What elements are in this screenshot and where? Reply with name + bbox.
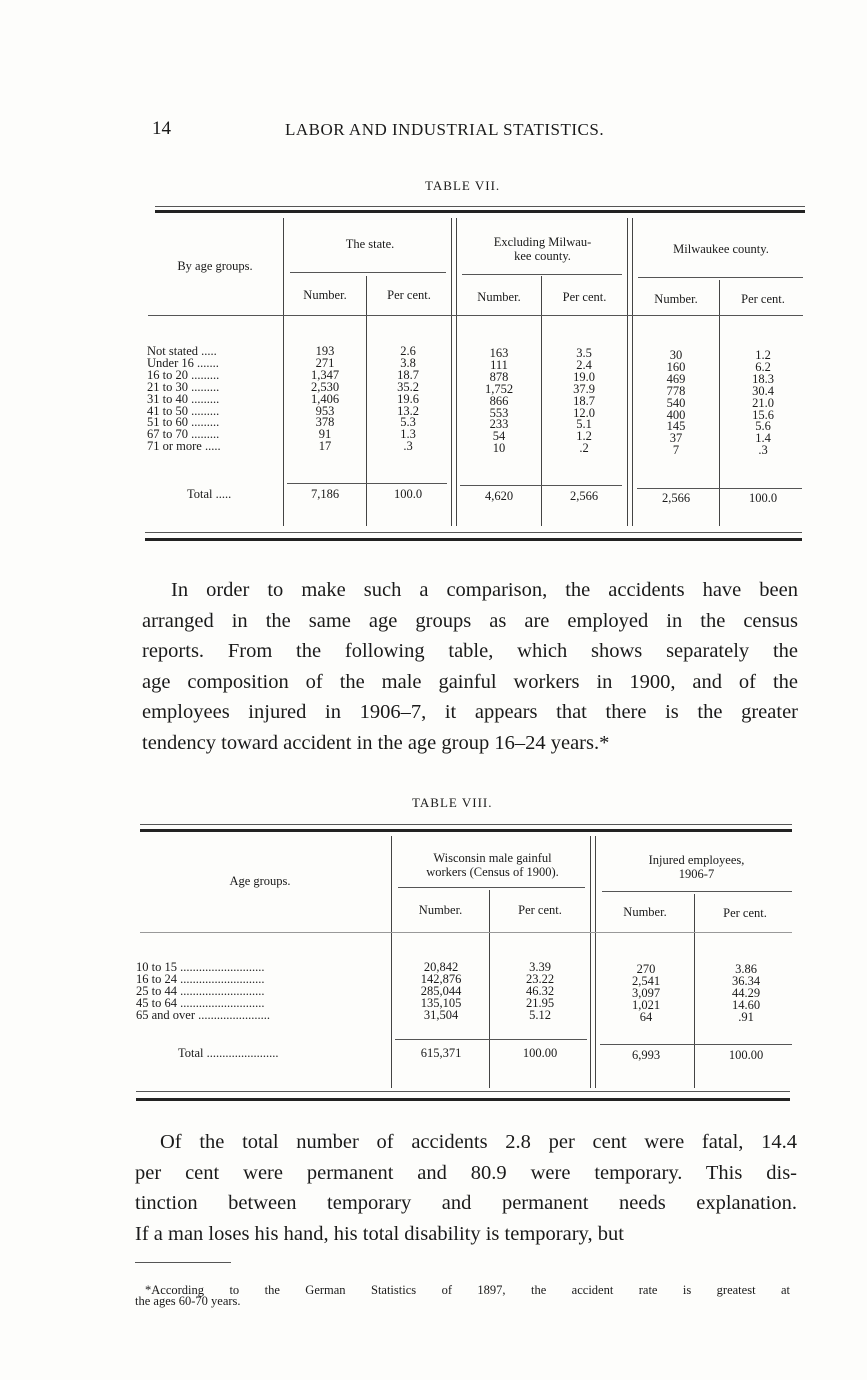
page-number: 14 <box>152 118 171 139</box>
text-line: reports. From the following table, which shows separately the <box>142 640 798 662</box>
column-divider <box>283 218 284 526</box>
group-header: Milwaukee county. <box>673 242 769 256</box>
value-column <box>290 346 360 453</box>
table-cell: 13.2 <box>397 403 419 418</box>
table-cell: 30.4 <box>752 383 774 398</box>
group-header: Injured employees, 1906-7 <box>648 853 745 881</box>
table-cell: 3,097 <box>631 985 661 1000</box>
table-cell: 271 <box>315 355 335 370</box>
table-bottom-rule <box>145 532 802 533</box>
value-column <box>460 348 538 455</box>
age-group-column <box>147 346 277 453</box>
header-rule <box>148 315 803 316</box>
total-value: 4,620 <box>484 489 514 503</box>
table-cell: 21.95 <box>525 995 555 1010</box>
table-cell: 6.2 <box>755 359 771 374</box>
table-bottom-rule <box>136 1091 790 1092</box>
column-divider <box>632 218 633 526</box>
total-value: 2,566 <box>569 489 599 503</box>
table-cell: 91 <box>318 427 332 442</box>
total-label: Total ....................... <box>178 1046 279 1060</box>
table-cell: 25 to 44 ........................... <box>136 983 265 998</box>
total-rule <box>395 1039 587 1040</box>
subhead: Per cent. <box>723 906 767 920</box>
table-vii-caption: TABLE VII. <box>425 178 501 193</box>
table-cell: 5.6 <box>755 419 771 434</box>
table-cell: 142,876 <box>420 971 462 986</box>
table-cell: 16 to 20 ......... <box>147 367 220 382</box>
table-cell: 193 <box>315 344 335 358</box>
text-line: tinction between temporary and permanent needs explanation. <box>135 1192 797 1214</box>
subhead: Number. <box>303 288 347 302</box>
table-cell: 2,541 <box>631 973 661 988</box>
table-cell: 285,044 <box>420 983 462 998</box>
header-rule <box>140 932 792 933</box>
table-cell: .91 <box>738 1009 754 1024</box>
table-cell: .3 <box>758 443 768 458</box>
age-group-column <box>136 962 391 1022</box>
table-cell: 5.1 <box>576 417 592 432</box>
subhead: Per cent. <box>562 290 607 304</box>
table-cell: 1.3 <box>400 427 416 442</box>
table-cell: 160 <box>666 359 686 374</box>
table-bottom-rule <box>145 538 802 541</box>
table-cell: 3.5 <box>576 346 592 360</box>
subhead: Per cent. <box>387 288 431 302</box>
table-cell: 553 <box>489 405 509 420</box>
table-cell: 18.3 <box>752 371 774 386</box>
table-cell: 12.0 <box>573 405 595 420</box>
table-cell: 65 and over ....................... <box>136 1007 271 1022</box>
table-cell: 2.6 <box>400 344 416 358</box>
table-cell: 18.7 <box>397 367 419 382</box>
table-cell: 400 <box>666 407 686 422</box>
column-divider <box>590 836 591 1088</box>
total-value: 2,566 <box>661 491 691 505</box>
table-viii-caption: TABLE VIII. <box>412 795 493 810</box>
footnote-line: the ages 60-70 years. <box>135 1294 241 1308</box>
column-divider <box>595 836 596 1088</box>
total-value: 100.0 <box>748 491 778 505</box>
column-divider <box>694 894 695 1088</box>
table-cell: 10 to 15 ........................... <box>136 960 265 974</box>
group-header: Excluding Milwau- kee county. <box>493 235 592 263</box>
table-cell: 145 <box>666 419 686 434</box>
table-cell: 36.34 <box>731 973 761 988</box>
total-rule <box>460 485 622 486</box>
group-underline <box>638 277 803 278</box>
body-paragraph <box>142 575 798 758</box>
value-column <box>494 962 586 1022</box>
table-cell: 2,530 <box>310 379 340 394</box>
table-cell: 1,406 <box>310 391 340 406</box>
table-cell: 2.4 <box>576 357 592 372</box>
text-line: tendency toward accident in the age group 16–24 years.* <box>142 731 610 754</box>
table-cell: 270 <box>636 962 656 976</box>
value-column <box>396 962 486 1022</box>
value-column <box>545 348 623 455</box>
total-rule <box>287 483 447 484</box>
table-cell: 21 to 30 ......... <box>147 379 220 394</box>
value-column <box>370 346 446 453</box>
table-cell: 45 to 64 ........................... <box>136 995 265 1010</box>
column-divider <box>451 218 452 526</box>
text-line: employees injured in 1906–7, it appears that there is the greater <box>142 701 798 723</box>
group-underline <box>398 887 585 888</box>
table-cell: 540 <box>666 395 686 410</box>
table-cell: 1.2 <box>576 429 592 444</box>
column-divider <box>489 890 490 1088</box>
table-cell: 1,021 <box>631 997 661 1012</box>
table-cell: 19.6 <box>397 391 419 406</box>
table-cell: 31 to 40 ......... <box>147 391 220 406</box>
table-top-rule <box>140 829 792 832</box>
row-header: By age groups. <box>177 259 253 273</box>
table-cell: 16 to 24 ........................... <box>136 971 265 986</box>
table-top-rule <box>155 210 805 213</box>
table-cell: 878 <box>489 369 509 384</box>
table-cell: 67 to 70 ......... <box>147 427 220 442</box>
table-cell: 31,504 <box>423 1007 459 1022</box>
total-value: 615,371 <box>420 1046 462 1060</box>
subhead: Per cent. <box>741 292 785 306</box>
total-rule <box>600 1044 792 1045</box>
group-underline <box>290 272 446 273</box>
table-cell: 1.4 <box>755 431 771 446</box>
group-header: The state. <box>345 237 395 251</box>
table-bottom-rule <box>136 1098 790 1101</box>
table-cell: 5.12 <box>529 1007 551 1022</box>
column-divider <box>719 280 720 526</box>
table-cell: 17 <box>318 439 332 454</box>
table-cell: 37 <box>669 431 683 446</box>
column-divider <box>541 276 542 526</box>
table-cell: 378 <box>315 415 335 430</box>
table-cell: 1.2 <box>755 348 771 362</box>
table-cell: 3.8 <box>400 355 416 370</box>
value-column <box>636 350 716 457</box>
group-header: Wisconsin male gainful workers (Census of 1900). <box>426 851 559 879</box>
table-cell: 35.2 <box>397 379 419 394</box>
value-column <box>600 964 692 1024</box>
table-cell: 18.7 <box>573 393 595 408</box>
text-line: arranged in the same age groups as are employed in the census <box>142 609 798 632</box>
table-cell: 15.6 <box>752 407 774 422</box>
table-cell: 20,842 <box>423 960 459 974</box>
table-cell: 111 <box>490 357 508 372</box>
table-cell: 1,752 <box>484 381 514 396</box>
text-line: age composition of the male gainful workers in 1900, and of the <box>142 670 798 693</box>
row-header: Age groups. <box>229 874 291 888</box>
table-cell: 5.3 <box>400 415 416 430</box>
table-cell: 44.29 <box>731 985 761 1000</box>
table-cell: 866 <box>489 393 509 408</box>
total-value: 6,993 <box>631 1048 661 1062</box>
column-divider <box>627 218 628 526</box>
running-head: LABOR AND INDUSTRIAL STATISTICS. <box>285 120 605 139</box>
subhead: Number. <box>654 292 698 306</box>
table-cell: 3.86 <box>735 962 757 976</box>
table-cell: .3 <box>403 439 413 454</box>
table-cell: 469 <box>666 371 686 386</box>
table-cell: 3.39 <box>529 960 551 974</box>
group-underline <box>602 891 792 892</box>
footnote-line: *According to the German Statistics of 1897, the accident rate is greatest at <box>145 1283 790 1297</box>
total-value: 100.00 <box>728 1048 764 1062</box>
table-cell: 1,347 <box>310 367 340 382</box>
table-cell: 54 <box>492 429 506 444</box>
footnote <box>135 1285 790 1307</box>
text-line: per cent were permanent and 80.9 were temporary. This dis- <box>135 1161 797 1184</box>
table-cell: 51 to 60 ......... <box>147 415 220 430</box>
table-cell: 10 <box>492 441 506 456</box>
table-cell: 19.0 <box>573 369 595 384</box>
subhead: Per cent. <box>518 903 562 917</box>
table-cell: Under 16 ....... <box>147 355 219 370</box>
subhead: Number. <box>418 903 463 917</box>
table-cell: 135,105 <box>420 995 462 1010</box>
body-paragraph <box>135 1127 797 1249</box>
value-column <box>700 964 792 1024</box>
total-label: Total ..... <box>187 487 232 501</box>
subhead: Number. <box>477 290 521 304</box>
table-cell: 7 <box>672 443 680 458</box>
total-value: 7,186 <box>310 487 340 501</box>
total-rule <box>637 488 802 489</box>
column-divider <box>456 218 457 526</box>
table-cell: 21.0 <box>752 395 774 410</box>
group-underline <box>462 274 622 275</box>
table-cell: 37.9 <box>573 381 595 396</box>
total-value: 100.0 <box>393 487 423 501</box>
table-cell: .2 <box>579 441 589 456</box>
table-cell: 778 <box>666 383 686 398</box>
table-cell: 64 <box>639 1009 653 1024</box>
table-cell: 46.32 <box>525 983 555 998</box>
text-line: In order to make such a comparison, the accidents have been <box>171 579 798 601</box>
table-cell: 41 to 50 ......... <box>147 403 220 418</box>
table-cell: 23.22 <box>525 971 555 986</box>
table-top-rule <box>155 206 805 207</box>
table-cell: 14.60 <box>731 997 761 1012</box>
table-cell: 233 <box>489 417 509 432</box>
subhead: Number. <box>623 905 667 919</box>
footnote-rule <box>135 1262 231 1263</box>
table-cell: 71 or more ..... <box>147 439 221 454</box>
table-cell: Not stated ..... <box>147 344 217 358</box>
table-cell: 953 <box>315 403 335 418</box>
table-cell: 30 <box>669 348 683 362</box>
text-line: Of the total number of accidents 2.8 per cent were fatal, 14.4 <box>160 1131 797 1153</box>
table-cell: 163 <box>489 346 509 360</box>
column-divider <box>366 276 367 526</box>
text-line: If a man loses his hand, his total disability is temporary, but <box>135 1222 624 1245</box>
table-top-rule <box>140 824 792 825</box>
total-value: 100.00 <box>522 1046 558 1060</box>
value-column <box>723 350 803 457</box>
